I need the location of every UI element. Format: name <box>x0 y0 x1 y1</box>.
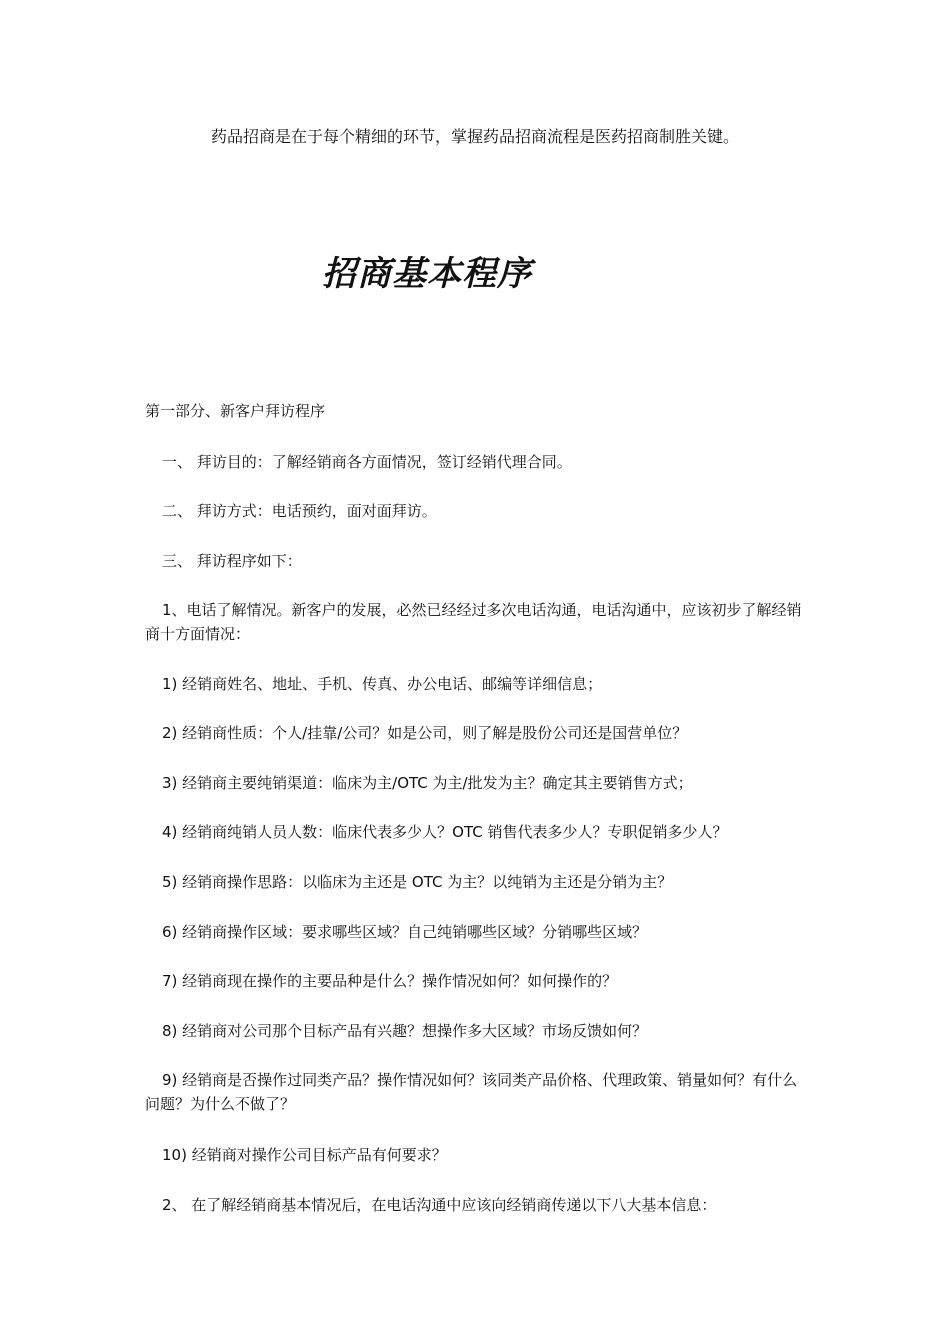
list-item: 1、电话了解情况。新客户的发展，必然已经经过多次电话沟通，电话沟通中，应该初步了解经销商十方面情况： <box>145 601 802 643</box>
page-title: 招商基本程序 <box>322 254 532 294</box>
list-item: 7) 经销商现在操作的主要品种是什么？操作情况如何？如何操作的？ <box>162 972 618 990</box>
list-item: 3) 经销商主要纯销渠道：临床为主/OTC 为主/批发为主？确定其主要销售方式； <box>162 774 693 792</box>
intro-paragraph: 药品招商是在于每个精细的环节，掌握药品招商流程是医药招商制胜关键。 <box>211 127 740 146</box>
list-item: 2) 经销商性质：个人/挂靠/公司？如是公司，则了解是股份公司还是国营单位？ <box>162 724 688 742</box>
list-item: 二、 拜访方式：电话预约，面对面拜访。 <box>162 502 437 520</box>
list-item: 5) 经销商操作思路：以临床为主还是 OTC 为主？以纯销为主还是分销为主？ <box>162 873 673 891</box>
list-item: 1) 经销商姓名、地址、手机、传真、办公电话、邮编等详细信息； <box>162 675 603 693</box>
list-item: 8) 经销商对公司那个目标产品有兴趣？想操作多大区域？市场反馈如何？ <box>162 1022 648 1040</box>
list-item: 9) 经销商是否操作过同类产品？操作情况如何？该同类产品价格、代理政策、销量如何？有什么问题？为什么不做了？ <box>145 1071 798 1113</box>
list-item: 10) 经销商对操作公司目标产品有何要求？ <box>162 1146 447 1164</box>
list-item: 2、 在了解经销商基本情况后，在电话沟通中应该向经销商传递以下八大基本信息： <box>162 1196 717 1214</box>
section-heading: 第一部分、新客户拜访程序 <box>145 402 326 420</box>
list-item: 6) 经销商操作区域：要求哪些区域？自己纯销哪些区域？分销哪些区域？ <box>162 923 648 941</box>
list-item: 三、 拜访程序如下： <box>162 552 302 570</box>
list-item: 4) 经销商纯销人员人数：临床代表多少人？OTC 销售代表多少人？专职促销多少人？ <box>162 823 728 841</box>
list-item: 一、 拜访目的：了解经销商各方面情况，签订经销代理合同。 <box>162 453 572 471</box>
